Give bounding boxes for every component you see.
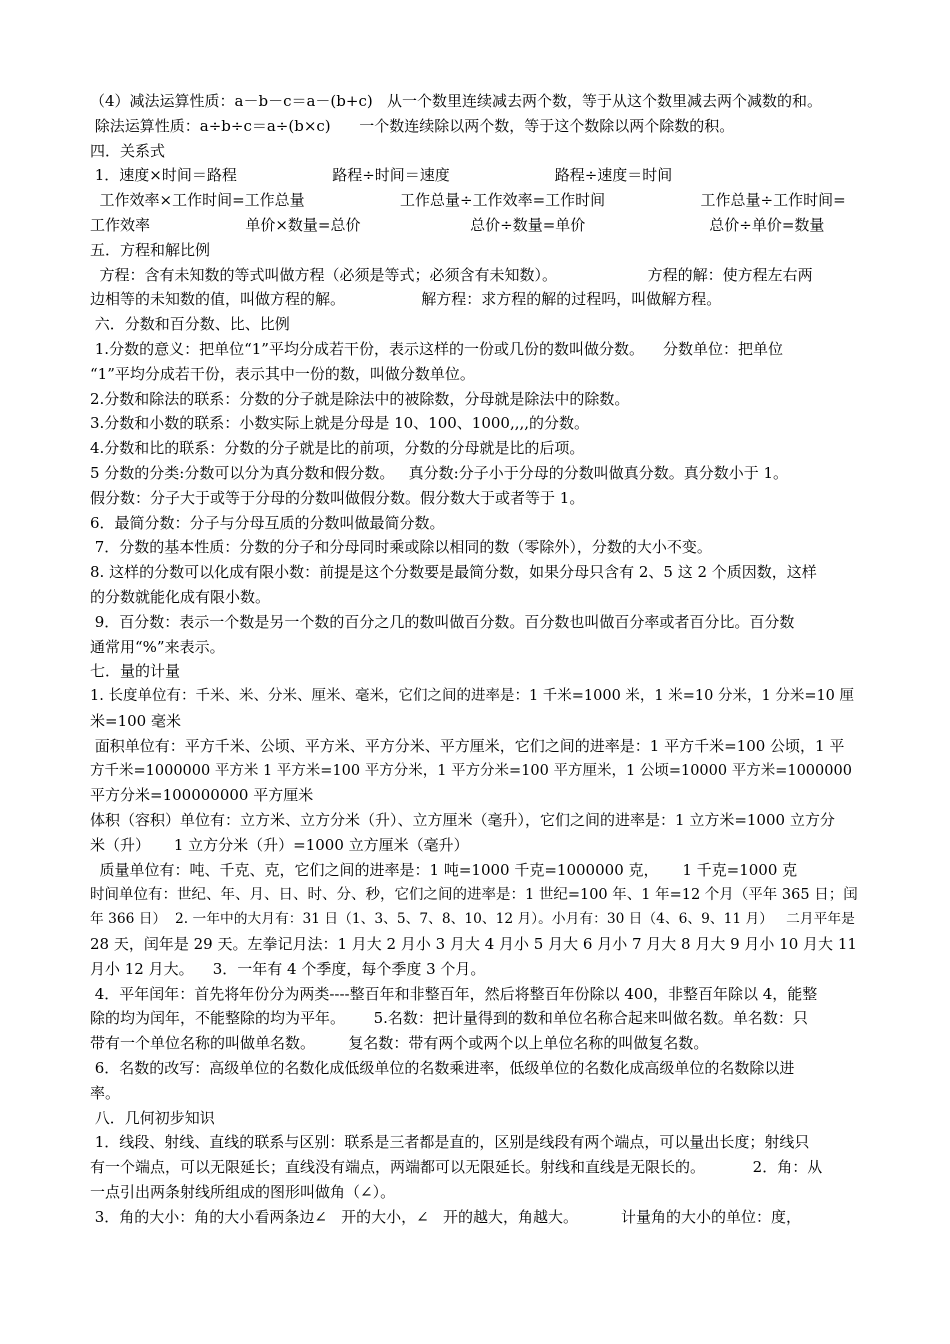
text-line: 方程：含有未知数的等式叫做方程（必须是等式；必须含有未知数）。 方程的解：使方程左右两 xyxy=(90,265,813,284)
text-line: 4.分数和比的联系：分数的分子就是比的前项，分数的分母就是比的后项。 xyxy=(90,439,585,458)
text-line: （4）减法运算性质：a－b－c＝a－(b+c) 从一个数里连续减去两个数，等于从这个数里减去两个减数的和。 xyxy=(90,92,823,110)
text-line: 年 366 日） 2. 一年中的大月有：31 日（1、3、5、7、8、10、12 月）。小月有：30 日（4、6、9、11 月） 二月平年是 xyxy=(90,911,855,928)
text-line: 六．分数和百分数、比、比例 xyxy=(90,315,290,334)
text-line: 边相等的未知数的值，叫做方程的解。 解方程：求方程的解的过程吗，叫做解方程。 xyxy=(90,290,722,309)
text-line: 面积单位有：平方千米、公顷、平方米、平方分米、平方厘米，它们之间的进率是：1 平方千米=100 公顷，1 平 xyxy=(90,736,845,755)
text-line: 工作效率 单价×数量=总价 总价÷数量=单价 总价÷单价=数量 xyxy=(90,215,825,234)
text-line: 5 分数的分类:分数可以分为真分数和假分数。 真分数:分子小于分母的分数叫做真分数。真分数小于 1。 xyxy=(90,463,789,482)
text-line: 1. 长度单位有：千米、米、分米、厘米、毫米，它们之间的进率是：1 千米=1000 米，1 米=10 分米，1 分米=10 厘 xyxy=(90,688,855,705)
text-line: 6．最简分数：分子与分母互质的分数叫做最简分数。 xyxy=(90,513,445,532)
text-line: 7．分数的基本性质：分数的分子和分母同时乘或除以相同的数（零除外），分数的大小不变。 xyxy=(90,538,712,557)
text-line: 米（升） 1 立方分米（升）=1000 立方厘米（毫升） xyxy=(90,835,469,854)
text-line: 9．百分数：表示一个数是另一个数的百分之几的数叫做百分数。百分数也叫做百分率或者百分比。百分数 xyxy=(90,612,795,631)
document-page xyxy=(90,89,862,1230)
text-line: 工作效率×工作时间=工作总量 工作总量÷工作效率=工作时间 工作总量÷工作时间= xyxy=(90,191,846,210)
text-line: 除法运算性质：a÷b÷c＝a÷(b×c) 一个数连续除以两个数，等于这个数除以两个除数的积。 xyxy=(90,116,735,135)
text-line: 3．角的大小：角的大小看两条边∠ 开的大小，∠ 开的越大，角越大。 计量角的大小的单位：度， xyxy=(90,1207,801,1226)
text-line: 带有一个单位名称的叫做单名数。 复名数：带有两个或两个以上单位名称的叫做复名数。 xyxy=(90,1034,709,1053)
text-line: 通常用“%”来表示。 xyxy=(90,637,225,656)
text-line: 体积（容积）单位有：立方米、立方分米（升）、立方厘米（毫升），它们之间的进率是：1 立方米=1000 立方分 xyxy=(90,811,835,830)
text-line: 四．关系式 xyxy=(90,141,166,160)
text-line: 一点引出两条射线所组成的图形叫做角（∠）。 xyxy=(90,1183,396,1202)
text-line: 七．量的计量 xyxy=(90,662,181,681)
text-line: 8. 这样的分数可以化成有限小数：前提是这个分数要是最简分数，如果分母只含有 2、5 这 2 个质因数，这样 xyxy=(90,563,817,582)
text-line: 28 天，闰年是 29 天。左拳记月法：1 月大 2 月小 3 月大 4 月小 5 月大 6 月小 7 月大 8 月大 9 月小 10 月大 11 xyxy=(90,935,857,954)
text-line: 1．线段、射线、直线的联系与区别：联系是三者都是直的，区别是线段有两个端点，可以量出长度；射线只 xyxy=(90,1133,810,1152)
text-line: 有一个端点，可以无限延长；直线没有端点，两端都可以无限延长。射线和直线是无限长的。 2．角：从 xyxy=(90,1158,823,1177)
text-line: 质量单位有：吨、千克、克，它们之间的进率是：1 吨=1000 千克=1000000 克， 1 千克=1000 克 xyxy=(90,860,798,879)
text-line: 方千米=1000000 平方米 1 平方米=100 平方分米，1 平方分米=100 平方厘米，1 公顷=10000 平方米=1000000 xyxy=(90,762,852,779)
text-line: 1.分数的意义：把单位“1”平均分成若干份，表示这样的一份或几份的数叫做分数。 分数单位：把单位 xyxy=(90,339,784,358)
text-line: 月小 12 月大。 3．一年有 4 个季度，每个季度 3 个月。 xyxy=(90,959,486,978)
text-line: 率。 xyxy=(90,1083,121,1102)
text-line: 2.分数和除法的联系：分数的分子就是除法中的被除数，分母就是除法中的除数。 xyxy=(90,389,630,408)
text-line: 五．方程和解比例 xyxy=(90,240,211,259)
text-line: 八．几何初步知识 xyxy=(90,1108,215,1127)
text-line: 3.分数和小数的联系：小数实际上就是分母是 10、100、1000,,,,的分数。 xyxy=(90,414,590,433)
text-line: “1”平均分成若干份，表示其中一份的数，叫做分数单位。 xyxy=(90,364,475,383)
text-line: 平方分米=100000000 平方厘米 xyxy=(90,786,314,805)
text-line: 的分数就能化成有限小数。 xyxy=(90,587,271,606)
text-line: 假分数：分子大于或等于分母的分数叫做假分数。假分数大于或者等于 1。 xyxy=(90,488,585,507)
text-line: 4．平年闰年：首先将年份分为两类----整百年和非整百年，然后将整百年份除以 400，非整百年除以 4，能整 xyxy=(90,984,818,1003)
text-line: 时间单位有：世纪、年、月、日、时、分、秒，它们之间的进率是：1 世纪=100 年、1 年=12 个月（平年 365 日；闰 xyxy=(90,886,858,903)
text-line: 1．速度×时间＝路程 路程÷时间＝速度 路程÷速度＝时间 xyxy=(90,166,673,185)
text-line: 6．名数的改写：高级单位的名数化成低级单位的名数乘进率，低级单位的名数化成高级单位的名数除以进 xyxy=(90,1059,795,1078)
text-line: 米=100 毫米 xyxy=(90,711,181,730)
text-line: 除的均为闰年，不能整除的均为平年。 5.名数：把计量得到的数和单位名称合起来叫做名数。单名数：只 xyxy=(90,1009,808,1028)
